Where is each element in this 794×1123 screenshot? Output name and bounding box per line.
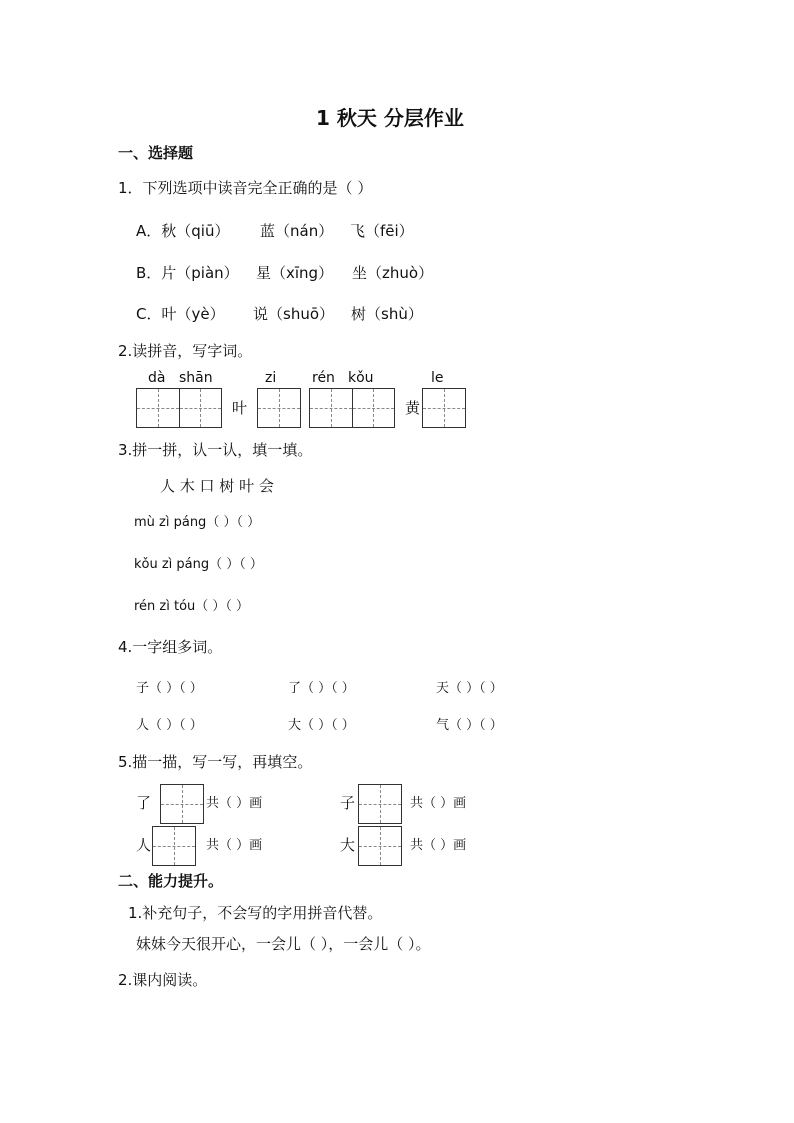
q5-prompt: 5.描一描，写一写，再填空。: [118, 753, 313, 771]
given-char-ye: 叶: [232, 399, 248, 417]
q5-grid-ren[interactable]: [152, 826, 196, 866]
q3-char-list: 人 木 口 树 叶 会: [160, 477, 274, 495]
q1-option-c-3: 树（shù）: [351, 305, 423, 323]
q4-item-zi[interactable]: 子（ ）（ ）: [136, 681, 203, 696]
q5-char-le: 了: [136, 794, 152, 812]
q5-char-da: 大: [340, 836, 356, 854]
pinyin-da: dà: [148, 370, 166, 386]
q1-option-b-3: 坐（zhuò）: [352, 264, 434, 282]
q1-option-b-2: 星（xīng）: [256, 264, 334, 282]
writing-grid-zi[interactable]: [257, 388, 301, 428]
q5-grid-da[interactable]: [358, 826, 402, 866]
q3-prompt: 3.拼一拼，认一认，填一填。: [118, 441, 313, 459]
s2-q1-sentence[interactable]: 妹妹今天很开心，一会儿（ ），一会儿（ ）。: [136, 935, 431, 953]
section-heading-ability: 二、能力提升。: [118, 872, 224, 890]
q5-grid-zi[interactable]: [358, 784, 402, 824]
q5-strokes-le[interactable]: 共（ ）画: [206, 796, 263, 811]
writing-grid-ren-kou[interactable]: [309, 388, 395, 428]
q4-item-le[interactable]: 了（ ）（ ）: [288, 681, 355, 696]
q1-option-a-3: 飞（fēi）: [350, 222, 414, 240]
q5-strokes-zi[interactable]: 共（ ）画: [410, 796, 467, 811]
q1-option-a-2: 蓝（nán）: [260, 222, 334, 240]
q5-strokes-ren[interactable]: 共（ ）画: [206, 838, 263, 853]
q4-prompt: 4.一字组多词。: [118, 638, 223, 656]
pinyin-shan: shān: [179, 370, 213, 386]
q4-item-da[interactable]: 大（ ）（ ）: [288, 718, 355, 733]
q3-row-mu[interactable]: mù zì páng（ ）（ ）: [134, 515, 261, 530]
q4-item-tian[interactable]: 天（ ）（ ）: [436, 681, 503, 696]
q1-option-c-1[interactable]: C．叶（yè）: [136, 305, 225, 323]
s2-q1-prompt: 1.补充句子，不会写的字用拼音代替。: [128, 904, 383, 922]
given-char-huang: 黄: [405, 399, 421, 417]
q5-grid-le[interactable]: [160, 784, 204, 824]
s2-q2-prompt: 2.课内阅读。: [118, 971, 208, 989]
q1-option-a-1[interactable]: A．秋（qiū）: [136, 222, 230, 240]
q3-row-ren[interactable]: rén zì tóu（ ）（ ）: [134, 599, 250, 614]
page-title: 1 秋天 分层作业: [316, 106, 464, 130]
q4-item-qi[interactable]: 气（ ）（ ）: [436, 718, 503, 733]
pinyin-zi: zi: [265, 370, 277, 386]
q2-prompt: 2.读拼音，写字词。: [118, 342, 253, 360]
writing-grid-le[interactable]: [422, 388, 466, 428]
q1-option-c-2: 说（shuō）: [253, 305, 335, 323]
pinyin-le: le: [431, 370, 444, 386]
q1-prompt: 1．下列选项中读音完全正确的是（ ）: [118, 179, 373, 197]
q5-char-ren: 人: [136, 836, 152, 854]
q1-option-b-1[interactable]: B．片（piàn）: [136, 264, 239, 282]
q4-item-ren[interactable]: 人（ ）（ ）: [136, 718, 203, 733]
section-heading-choice: 一、选择题: [118, 144, 194, 162]
q5-strokes-da[interactable]: 共（ ）画: [410, 838, 467, 853]
pinyin-kou: kǒu: [348, 370, 374, 386]
q3-row-kou[interactable]: kǒu zì páng（ ）（ ）: [134, 557, 263, 572]
q5-char-zi: 子: [340, 794, 356, 812]
pinyin-ren: rén: [312, 370, 335, 386]
writing-grid-da-shan[interactable]: [136, 388, 222, 428]
